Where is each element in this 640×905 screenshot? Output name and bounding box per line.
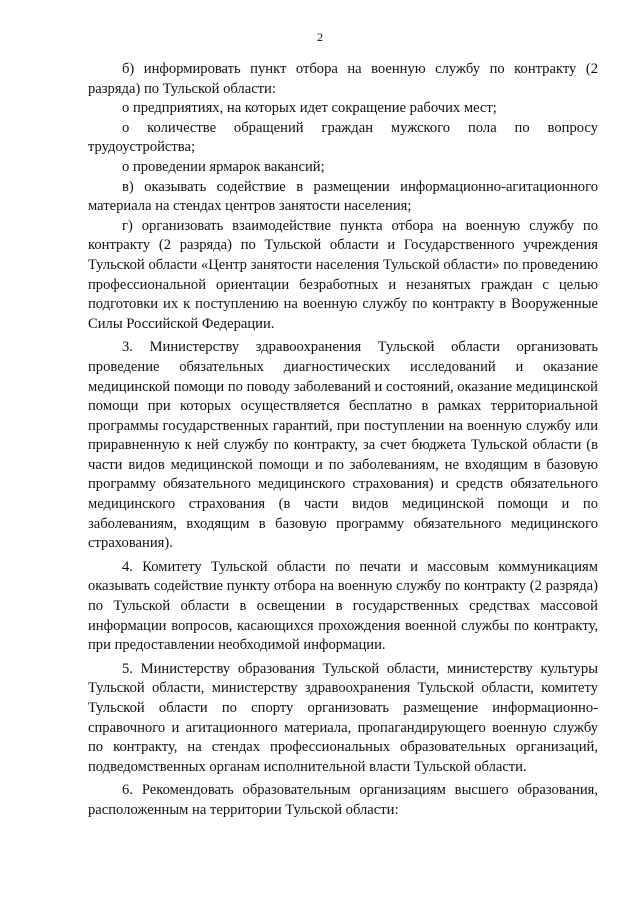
paragraph-item-5-education: 5. Министерству образования Тульской области, министерству культуры Тульской области, министерству здравоохранения Тульской области, комитету Тульской области по спорту организовать размещение информационно-справочного и агитационного материала, пропагандирующего военную службу по контракту, на стендах профессиональных образовательных организаций, подведомственных органам исполнительной власти Тульской области. (88, 660, 598, 775)
paragraph-item-3-healthcare: 3. Министерству здравоохранения Тульской области организовать проведение обязательных диагностических исследований и оказание медицинской помощи по поводу заболеваний и состояний, оказание медицинской помощи при которых осуществляется бесплатно в рамках территориальной программы государственных гарантий, при поступлении на военную службу или приравненную к ней службу по контракту, за счет бюджета Тульской области (в части видов медицинской помощи и по заболеваниям, не входящим в базовую программу обязательного медицинского страхования) и средств обязательного медицинского страхования (в части видов медицинской помощи и по заболеваниям, входящим в базовую программу обязательного медицинского страхования). (88, 339, 598, 552)
paragraph-job-fairs: о проведении ярмарок вакансий; (122, 158, 325, 175)
paragraph-item-6-higher-education: 6. Рекомендовать образовательным организациям высшего образования, расположенным на территории Тульской области: (88, 782, 598, 818)
paragraph-employment-requests: о количестве обращений граждан мужского пола по вопросу трудоустройства; (88, 119, 598, 156)
paragraph-agitation-material: в) оказывать содействие в размещении информационно-агитационного материала на стендах центров занятости населения; (88, 178, 598, 215)
paragraph-inform-recruitment-point: б) информировать пункт отбора на военную службу по контракту (2 разряда) по Тульской области: (88, 61, 598, 97)
paragraph-item-4-press: 4. Комитету Тульской области по печати и массовым коммуникациям оказывать содействие пункту отбора на военную службу по контракту (2 разряда) по Тульской области в освещении в государственных средствах массовой информации вопросов, касающихся прохождения военной службы по контракту, при предоставлении необходимой информации. (88, 558, 598, 654)
document-body (88, 60, 598, 821)
paragraph-cooperation-employment-center: г) организовать взаимодействие пункта отбора на военную службу по контракту (2 разряда) по Тульской области и Государственного учреждения Тульской области «Центр занятости населения Тульской области» по проведению профессиональной ориентации безработных и незанятых граждан с целью подготовки их к поступлению на военную службу по контракту в Вооруженные Силы Российской Федерации. (88, 217, 598, 332)
page-number: 2 (317, 30, 323, 44)
paragraph-enterprises-job-cuts: о предприятиях, на которых идет сокращение рабочих мест; (122, 100, 497, 117)
